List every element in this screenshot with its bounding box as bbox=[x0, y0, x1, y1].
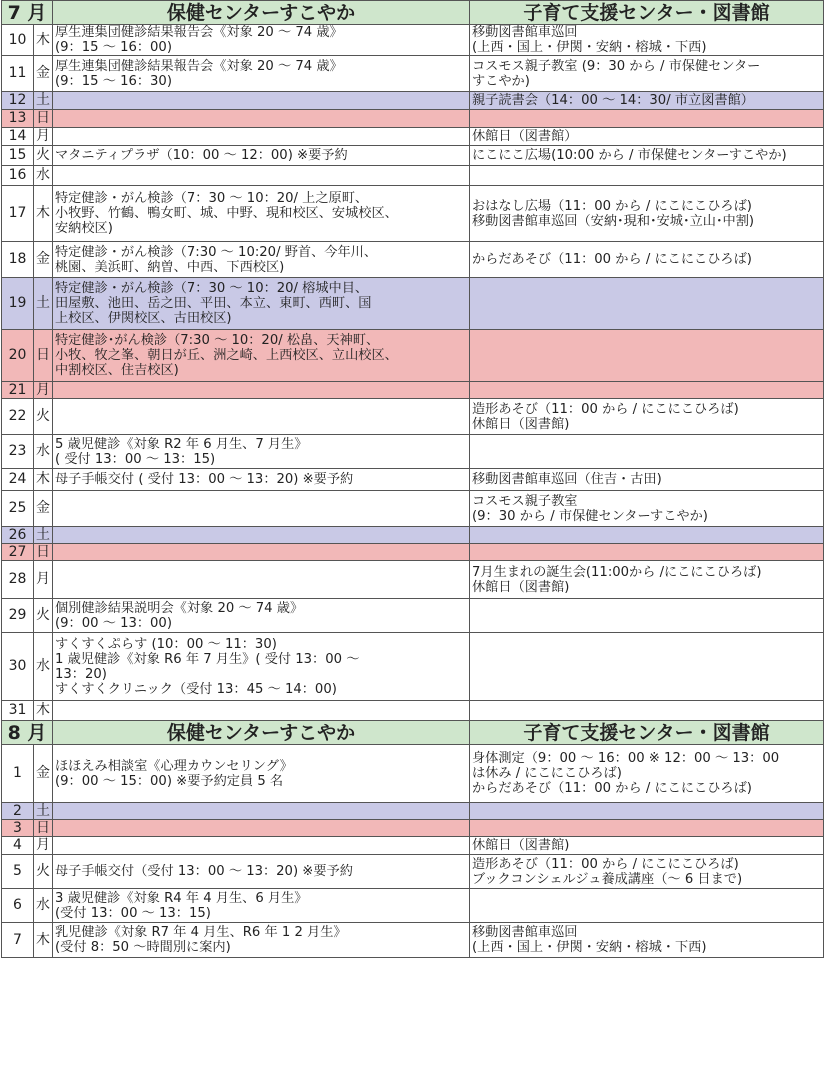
support-center-event: 移動図書館車巡回（住吉・古田) bbox=[470, 469, 824, 491]
day-number: 21 bbox=[2, 382, 34, 399]
health-center-event: 厚生連集団健診結果報告会《対象 20 ～ 74 歳》 (9：15 ～ 16：00) bbox=[53, 25, 470, 56]
health-center-event: ほほえみ相談室《心理カウンセリング》 (9：00 ～ 15：00) ※要予約定員 5 名 bbox=[53, 745, 470, 803]
day-number: 4 bbox=[2, 837, 34, 855]
day-row bbox=[2, 399, 824, 435]
day-number: 24 bbox=[2, 469, 34, 491]
day-row bbox=[2, 278, 824, 330]
day-row bbox=[2, 837, 824, 855]
support-center-event: おはなし広場（11：00 から / にこにこひろば) 移動図書館車巡回（安納･現和･安城･立山･中割) bbox=[470, 186, 824, 242]
day-row bbox=[2, 527, 824, 544]
weekday: 日 bbox=[34, 330, 53, 382]
weekday: 木 bbox=[34, 701, 53, 721]
day-row bbox=[2, 110, 824, 128]
health-center-header: 保健センターすこやか bbox=[53, 1, 470, 25]
support-center-event: 移動図書館車巡回 (上西・国上・伊関・安納・榕城・下西) bbox=[470, 923, 824, 958]
schedule-table bbox=[1, 0, 824, 958]
day-row bbox=[2, 186, 824, 242]
weekday: 月 bbox=[34, 561, 53, 599]
day-row bbox=[2, 889, 824, 923]
health-center-event: 特定健診・がん検診（7:30 ～ 10:20/ 野首、今年川、 桃園、美浜町、納曽、中西、下西校区) bbox=[53, 242, 470, 278]
support-center-event: コスモス親子教室 (9：30 から / 市保健センター すこやか) bbox=[470, 56, 824, 92]
support-center-event bbox=[470, 820, 824, 837]
health-center-header: 保健センターすこやか bbox=[53, 721, 470, 745]
month-header-row bbox=[2, 1, 824, 25]
day-number: 1 bbox=[2, 745, 34, 803]
support-center-event bbox=[470, 633, 824, 701]
support-center-event bbox=[470, 278, 824, 330]
health-center-event bbox=[53, 166, 470, 186]
weekday: 日 bbox=[34, 544, 53, 561]
weekday: 月 bbox=[34, 382, 53, 399]
day-row bbox=[2, 599, 824, 633]
support-center-event: 親子読書会（14：00 ～ 14：30/ 市立図書館） bbox=[470, 92, 824, 110]
month-label: 7 月 bbox=[2, 1, 53, 25]
weekday: 水 bbox=[34, 166, 53, 186]
support-center-event: コスモス親子教室 (9：30 から / 市保健センターすこやか) bbox=[470, 491, 824, 527]
weekday: 月 bbox=[34, 837, 53, 855]
support-center-event bbox=[470, 889, 824, 923]
support-center-event bbox=[470, 803, 824, 820]
weekday: 金 bbox=[34, 56, 53, 92]
weekday: 火 bbox=[34, 599, 53, 633]
weekday: 火 bbox=[34, 146, 53, 166]
health-center-event bbox=[53, 701, 470, 721]
day-row bbox=[2, 923, 824, 958]
day-number: 23 bbox=[2, 435, 34, 469]
health-center-event bbox=[53, 92, 470, 110]
weekday: 水 bbox=[34, 633, 53, 701]
health-center-event: 3 歳児健診《対象 R4 年 4 月生、6 月生》 (受付 13：00 ～ 13：15) bbox=[53, 889, 470, 923]
day-number: 22 bbox=[2, 399, 34, 435]
day-row bbox=[2, 491, 824, 527]
health-center-event: すくすくぷらす (10：00 ～ 11：30) 1 歳児健診《対象 R6 年 7 月生》( 受付 13：00 ～ 13：20) すくすくクリニック（受付 13：45 ～ 14：00) bbox=[53, 633, 470, 701]
weekday: 金 bbox=[34, 242, 53, 278]
weekday: 日 bbox=[34, 820, 53, 837]
health-center-event: 5 歳児健診《対象 R2 年 6 月生、7 月生》 ( 受付 13：00 ～ 13：15) bbox=[53, 435, 470, 469]
day-number: 5 bbox=[2, 855, 34, 889]
support-center-event bbox=[470, 110, 824, 128]
day-row bbox=[2, 855, 824, 889]
weekday: 水 bbox=[34, 435, 53, 469]
day-number: 13 bbox=[2, 110, 34, 128]
day-row bbox=[2, 92, 824, 110]
health-center-event: 母子手帳交付 ( 受付 13：00 ～ 13：20) ※要予約 bbox=[53, 469, 470, 491]
day-row bbox=[2, 128, 824, 146]
day-number: 27 bbox=[2, 544, 34, 561]
weekday: 金 bbox=[34, 491, 53, 527]
month-label: 8 月 bbox=[2, 721, 53, 745]
support-center-event: 休館日（図書館） bbox=[470, 128, 824, 146]
support-center-event: 移動図書館車巡回 (上西・国上・伊関・安納・榕城・下西) bbox=[470, 25, 824, 56]
month-header-row bbox=[2, 721, 824, 745]
support-center-event: 造形あそび（11：00 から / にこにこひろば) 休館日（図書館) bbox=[470, 399, 824, 435]
health-center-event: 母子手帳交付（受付 13：00 ～ 13：20) ※要予約 bbox=[53, 855, 470, 889]
weekday: 水 bbox=[34, 889, 53, 923]
health-center-event bbox=[53, 561, 470, 599]
health-center-event bbox=[53, 110, 470, 128]
day-row bbox=[2, 25, 824, 56]
support-center-event: からだあそび（11：00 から / にこにこひろば) bbox=[470, 242, 824, 278]
support-center-event: にこにこ広場(10:00 から / 市保健センターすこやか) bbox=[470, 146, 824, 166]
day-number: 29 bbox=[2, 599, 34, 633]
day-number: 17 bbox=[2, 186, 34, 242]
weekday: 木 bbox=[34, 186, 53, 242]
day-number: 11 bbox=[2, 56, 34, 92]
weekday: 木 bbox=[34, 923, 53, 958]
day-row bbox=[2, 146, 824, 166]
day-row bbox=[2, 166, 824, 186]
day-number: 28 bbox=[2, 561, 34, 599]
health-center-event: 厚生連集団健診結果報告会《対象 20 ～ 74 歳》 (9：15 ～ 16：30) bbox=[53, 56, 470, 92]
health-center-event bbox=[53, 820, 470, 837]
health-center-event bbox=[53, 527, 470, 544]
health-center-event: 特定健診･がん検診（7:30 ～ 10：20/ 松畠、天神町、 小牧、牧之峯、朝日が丘、洲之崎、上西校区、立山校区、 中割校区、住吉校区) bbox=[53, 330, 470, 382]
support-center-event: 休館日（図書館) bbox=[470, 837, 824, 855]
day-number: 12 bbox=[2, 92, 34, 110]
support-center-event bbox=[470, 435, 824, 469]
day-row bbox=[2, 330, 824, 382]
weekday: 土 bbox=[34, 92, 53, 110]
day-number: 3 bbox=[2, 820, 34, 837]
day-row bbox=[2, 701, 824, 721]
day-row bbox=[2, 56, 824, 92]
health-center-event bbox=[53, 491, 470, 527]
weekday: 木 bbox=[34, 469, 53, 491]
day-row bbox=[2, 544, 824, 561]
day-number: 15 bbox=[2, 146, 34, 166]
weekday: 日 bbox=[34, 110, 53, 128]
day-row bbox=[2, 242, 824, 278]
day-number: 14 bbox=[2, 128, 34, 146]
day-row bbox=[2, 745, 824, 803]
health-center-event bbox=[53, 128, 470, 146]
health-center-event: 乳児健診《対象 R7 年 4 月生、R6 年 1 2 月生》 (受付 8：50 ～時間別に案内) bbox=[53, 923, 470, 958]
support-center-event: 造形あそび（11：00 から / にこにこひろば) ブックコンシェルジュ養成講座（～ 6 日まで) bbox=[470, 855, 824, 889]
support-center-header: 子育て支援センター・図書館 bbox=[470, 1, 824, 25]
day-number: 31 bbox=[2, 701, 34, 721]
day-number: 25 bbox=[2, 491, 34, 527]
support-center-event bbox=[470, 544, 824, 561]
health-center-event bbox=[53, 803, 470, 820]
health-center-event: 特定健診・がん検診（7：30 ～ 10：20/ 榕城中目、 田屋敷、池田、岳之田、平田、本立、東町、西町、国 上校区、伊関校区、古田校区) bbox=[53, 278, 470, 330]
support-center-event bbox=[470, 330, 824, 382]
day-row bbox=[2, 633, 824, 701]
health-center-event: マタニティプラザ（10：00 ～ 12：00) ※要予約 bbox=[53, 146, 470, 166]
day-number: 30 bbox=[2, 633, 34, 701]
day-row bbox=[2, 561, 824, 599]
weekday: 火 bbox=[34, 399, 53, 435]
day-row bbox=[2, 803, 824, 820]
day-row bbox=[2, 382, 824, 399]
weekday: 木 bbox=[34, 25, 53, 56]
day-number: 19 bbox=[2, 278, 34, 330]
day-number: 10 bbox=[2, 25, 34, 56]
health-center-event bbox=[53, 837, 470, 855]
weekday: 土 bbox=[34, 527, 53, 544]
support-center-event: 7月生まれの誕生会(11:00から /にこにこひろば) 休館日（図書館) bbox=[470, 561, 824, 599]
support-center-event: 身体測定（9：00 ～ 16：00 ※ 12：00 ～ 13：00 は休み / にこにこひろば) からだあそび（11：00 から / にこにこひろば) bbox=[470, 745, 824, 803]
support-center-event bbox=[470, 382, 824, 399]
health-center-event bbox=[53, 544, 470, 561]
support-center-event bbox=[470, 166, 824, 186]
day-row bbox=[2, 820, 824, 837]
weekday: 土 bbox=[34, 278, 53, 330]
support-center-event bbox=[470, 527, 824, 544]
support-center-header: 子育て支援センター・図書館 bbox=[470, 721, 824, 745]
weekday: 月 bbox=[34, 128, 53, 146]
weekday: 土 bbox=[34, 803, 53, 820]
support-center-event bbox=[470, 701, 824, 721]
day-number: 6 bbox=[2, 889, 34, 923]
day-number: 2 bbox=[2, 803, 34, 820]
day-row bbox=[2, 435, 824, 469]
health-center-event bbox=[53, 382, 470, 399]
day-number: 18 bbox=[2, 242, 34, 278]
support-center-event bbox=[470, 599, 824, 633]
day-number: 26 bbox=[2, 527, 34, 544]
health-center-event: 個別健診結果説明会《対象 20 ～ 74 歳》 (9：00 ～ 13：00) bbox=[53, 599, 470, 633]
weekday: 火 bbox=[34, 855, 53, 889]
weekday: 金 bbox=[34, 745, 53, 803]
health-center-event: 特定健診・がん検診（7：30 ～ 10：20/ 上之原町、 小牧野、竹鶴、鴨女町、城、中野、現和校区、安城校区、 安納校区) bbox=[53, 186, 470, 242]
day-row bbox=[2, 469, 824, 491]
health-center-event bbox=[53, 399, 470, 435]
day-number: 20 bbox=[2, 330, 34, 382]
day-number: 7 bbox=[2, 923, 34, 958]
day-number: 16 bbox=[2, 166, 34, 186]
